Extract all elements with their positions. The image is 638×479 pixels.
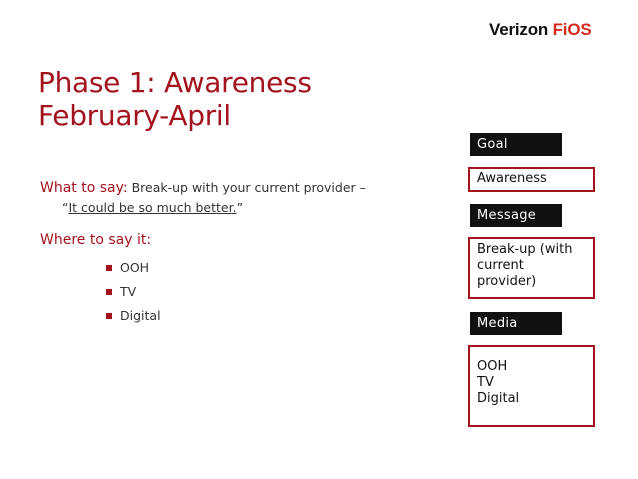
- verizon-fios-logo: [489, 20, 591, 40]
- title-line-dates: February-April: [38, 99, 231, 132]
- goal-box: [468, 167, 595, 192]
- list-item-label: Digital: [120, 308, 161, 323]
- page-title: [38, 66, 312, 132]
- what-to-say-section: [40, 178, 450, 218]
- list-item-label: OOH: [120, 260, 150, 275]
- logo-word-fios: FiOS: [552, 20, 592, 39]
- what-to-say-text: Break-up with your current provider –: [127, 180, 366, 195]
- goal-header: Goal: [470, 133, 562, 156]
- list-item: [106, 304, 161, 328]
- square-bullet-icon: [106, 289, 112, 295]
- message-line: Break-up (with: [477, 242, 573, 257]
- quote-text: It could be so much better.: [68, 200, 237, 215]
- list-item-label: TV: [120, 284, 137, 299]
- media-line: Digital: [477, 391, 520, 406]
- message-box: [468, 237, 595, 299]
- list-item: [106, 256, 161, 280]
- where-to-say-list: [106, 256, 161, 328]
- list-item: [106, 280, 161, 304]
- quote-line: [40, 200, 243, 215]
- square-bullet-icon: [106, 313, 112, 319]
- logo-word-verizon: Verizon: [489, 20, 549, 39]
- message-line: current: [477, 258, 524, 273]
- goal-value: Awareness: [477, 171, 547, 186]
- quote-open-mark: “: [62, 200, 69, 215]
- media-line: TV: [477, 375, 494, 390]
- media-header: Media: [470, 312, 562, 335]
- media-line: OOH: [477, 359, 508, 374]
- square-bullet-icon: [106, 265, 112, 271]
- media-box: [468, 345, 595, 427]
- message-line: provider): [477, 274, 537, 289]
- where-to-say-label: Where to say it:: [40, 232, 152, 248]
- what-to-say-label: What to say:: [40, 180, 128, 196]
- title-line-phase: Phase 1: Awareness: [38, 66, 312, 99]
- message-header: Message: [470, 204, 562, 227]
- quote-close-mark: ”: [236, 200, 244, 215]
